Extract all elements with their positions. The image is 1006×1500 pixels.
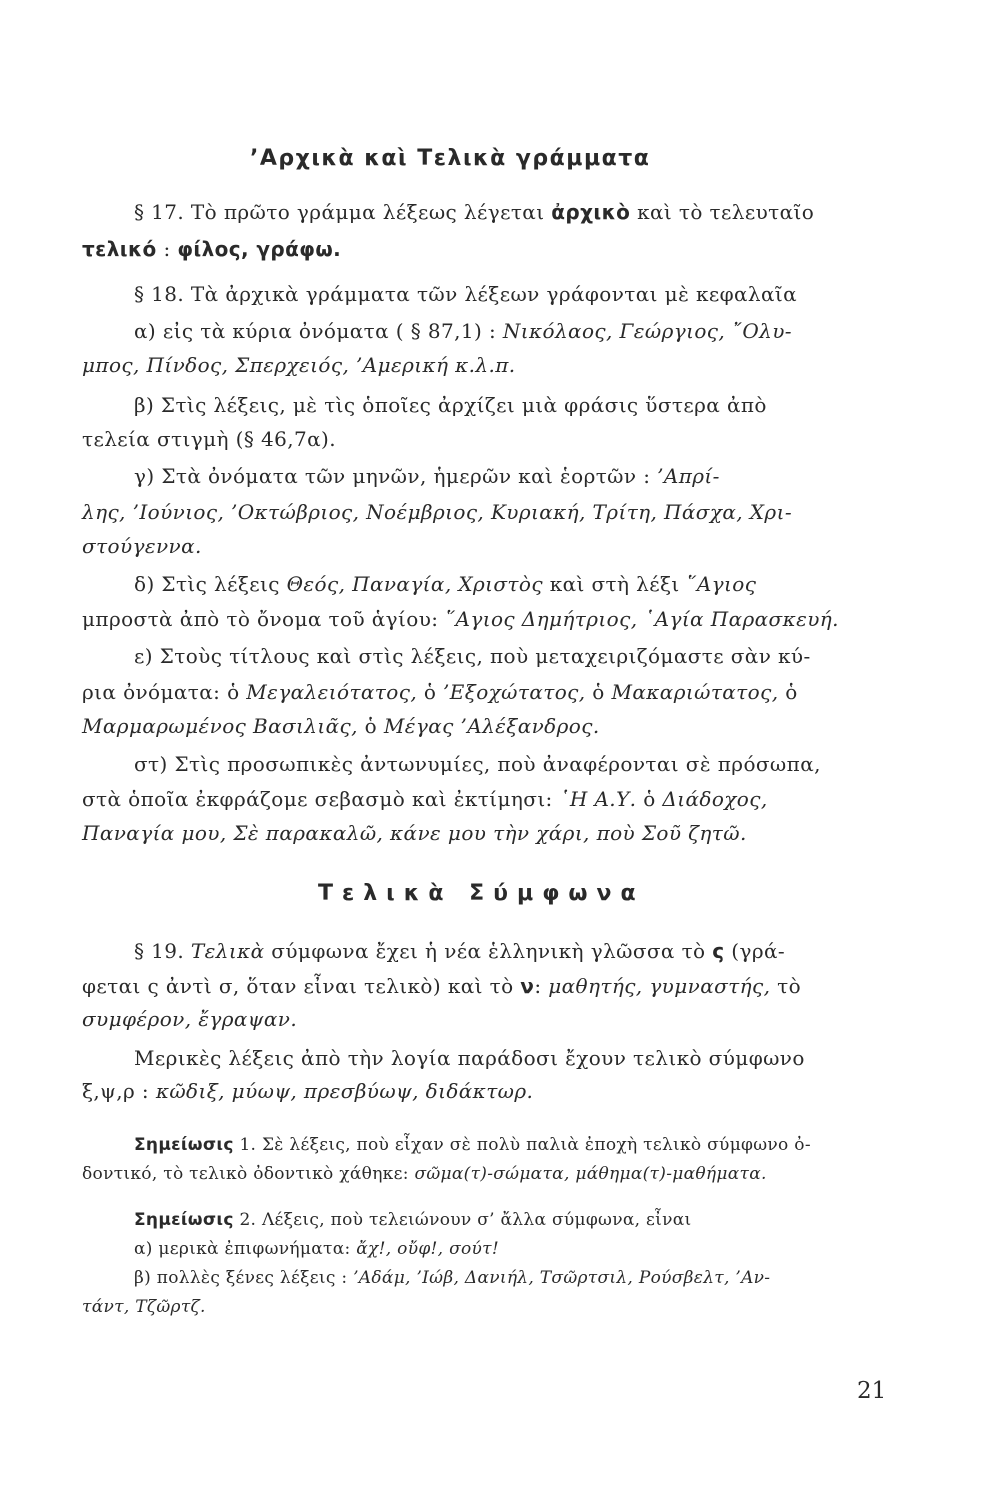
section-18-a-line-1 (134, 319, 792, 343)
examples: Νικόλαος, Γεώργιος, ῎Ολυ- (502, 319, 792, 343)
section-18-d-line-1 (134, 572, 756, 596)
text: καὶ τὸ τελευταῖο (630, 200, 815, 224)
examples: ’Απρί- (657, 464, 720, 488)
section-18-e-line-2 (82, 680, 798, 704)
section-18-f-line-2 (82, 787, 768, 811)
term-final: τελικό (82, 237, 157, 261)
text: μπροστὰ ἀπὸ τὸ ὄνομα τοῦ ἁγίου: (82, 607, 446, 631)
examples: κῶδιξ, μύωψ, πρεσβύωψ, διδάκτωρ. (155, 1079, 534, 1103)
section-19-line-3: συμφέρον, ἔγραψαν. (82, 1007, 298, 1031)
text: φεται ς ἀντὶ σ, ὅταν εἶναι τελικὸ) καὶ τὸ (82, 974, 521, 998)
text: α) εἰς τὰ κύρια ὀνόματα ( § 87,1) : (134, 319, 503, 343)
letter: ς (712, 939, 725, 963)
examples: Μέγας ’Αλέξανδρος. (383, 714, 600, 738)
heading-initial-final-letters: ’Αρχικὰ καὶ Τελικὰ γράμματα (250, 146, 651, 171)
note-label: Σημείωσις (134, 1135, 234, 1155)
text: ὁ (357, 714, 384, 738)
examples: μαθητής, γυμναστής, (548, 974, 771, 998)
text: ὁ (778, 680, 798, 704)
examples: ῞Αγιος (686, 572, 757, 596)
examples: ’Εξοχώτατος, (443, 680, 586, 704)
text: ξ,ψ,ρ : (82, 1079, 156, 1103)
text: δ) Στὶς λέξεις (134, 572, 287, 596)
text: τὸ (770, 974, 802, 998)
section-17-line-2 (82, 237, 341, 261)
section-18-e-line-1: ε) Στοὺς τίτλους καὶ στὶς λέξεις, ποὺ μεταχειριζόμαστε σὰν κύ- (134, 644, 811, 668)
page-number: 21 (857, 1378, 887, 1404)
section-18-b-line-1: β) Στὶς λέξεις, μὲ τὶς ὁποῖες ἀρχίζει μιὰ φράσις ὕστερα ἀπὸ (134, 393, 767, 417)
text: δοντικό, τὸ τελικὸ ὀδοντικὸ χάθηκε: (82, 1164, 415, 1184)
section-19-line-1 (134, 939, 785, 963)
note-1-line-1 (134, 1135, 811, 1155)
letter: ν (520, 974, 535, 998)
text: (γρά- (724, 939, 786, 963)
section-17-line-1 (134, 200, 814, 224)
text: ὁ (417, 680, 444, 704)
term-initial: ἀρχικὸ (551, 200, 631, 224)
text: : (156, 237, 178, 261)
section-18-c-line-3: στούγεννα. (82, 534, 202, 558)
text: στὰ ὁποῖα ἐκφράζομε σεβασμὸ καὶ ἐκτίμησι: (82, 787, 560, 811)
text: α) μερικὰ ἐπιφωνήματα: (134, 1239, 357, 1259)
term: Τελικὰ (190, 939, 265, 963)
examples: σῶμα(τ)-σώματα, μάθημα(τ)-μαθήματα. (414, 1164, 767, 1184)
examples: Μεγαλειότατος, (246, 680, 418, 704)
section-19-line-2 (82, 974, 801, 998)
examples: ῞Αγιος Δημήτριος, ῾Αγία Παρασκευή. (445, 607, 839, 631)
text: ὁ (636, 787, 663, 811)
text: § 19. (134, 939, 191, 963)
text: σύμφωνα ἔχει ἡ νέα ἑλληνικὴ γλῶσσα τὸ (264, 939, 713, 963)
note-2-b-line-2: τάντ, Τζῶρτζ. (82, 1297, 206, 1317)
examples: Μαρμαρωμένος Βασιλιᾶς, (82, 714, 358, 738)
section-18-f-line-1: στ) Στὶς προσωπικὲς ἀντωνυμίες, ποὺ ἀναφέρονται σὲ πρόσωπα, (134, 752, 821, 776)
examples: Διάδοχος, (662, 787, 768, 811)
note-2-a (134, 1239, 499, 1259)
text: ὁ (585, 680, 612, 704)
note-2-b-line-1 (134, 1268, 770, 1288)
section-18-line-1: § 18. Τὰ ἀρχικὰ γράμματα τῶν λέξεων γράφονται μὲ κεφαλαῖα (134, 282, 798, 306)
examples: ῾Η Α.Υ. (559, 787, 637, 811)
note-2-line-1 (134, 1210, 691, 1230)
text: § 17. Τὸ πρῶτο γράμμα λέξεως λέγεται (134, 200, 552, 224)
example-words: φίλος, γράφω. (177, 237, 342, 261)
note-1-line-2 (82, 1164, 767, 1184)
text: καὶ στὴ λέξι (542, 572, 687, 596)
section-18-a-line-2: μπος, Πίνδος, Σπερχειός, ’Αμερική κ.λ.π. (82, 353, 516, 377)
examples: Μακαριώτατος, (611, 680, 779, 704)
examples: Θεός, Παναγία, Χριστὸς (286, 572, 543, 596)
text: β) πολλὲς ξένες λέξεις : (134, 1268, 354, 1288)
section-18-b-line-2: τελεία στιγμὴ (§ 46,7α). (82, 427, 336, 451)
section-19-m-line-1: Μερικὲς λέξεις ἀπὸ τὴν λογία παράδοσι ἔχουν τελικὸ σύμφωνο (134, 1046, 805, 1070)
text: : (534, 974, 549, 998)
section-18-e-line-3 (82, 714, 600, 738)
section-18-d-line-2 (82, 607, 839, 631)
heading-final-consonants: Τελικὰ Σύμφωνα (318, 881, 645, 906)
note-label: Σημείωσις (134, 1210, 234, 1230)
text: 1. Σὲ λέξεις, ποὺ εἶχαν σὲ πολὺ παλιὰ ἐποχὴ τελικὸ σύμφωνο ὀ- (233, 1135, 811, 1155)
section-18-c-line-2: λης, ’Ιούνιος, ’Οκτώβριος, Νοέμβριος, Κυριακή, Τρίτη, Πάσχα, Χρι- (82, 500, 792, 524)
examples: ἄχ!, οὔφ!, σούτ! (356, 1239, 499, 1259)
text: 2. Λέξεις, ποὺ τελειώνουν σ’ ἄλλα σύμφωνα, εἶναι (233, 1210, 692, 1230)
section-19-m-line-2 (82, 1079, 533, 1103)
section-18-f-line-3: Παναγία μου, Σὲ παρακαλῶ, κάνε μου τὴν χάρι, ποὺ Σοῦ ζητῶ. (82, 821, 747, 845)
text: ρια ὀνόματα: ὁ (82, 680, 247, 704)
section-18-c-line-1 (134, 464, 720, 488)
text: γ) Στὰ ὀνόματα τῶν μηνῶν, ἡμερῶν καὶ ἑορτῶν : (134, 464, 658, 488)
examples: ’Αδάμ, ’Ιώβ, Δανιήλ, Τσῶρτσιλ, Ρούσβελτ, ’Αν- (353, 1268, 771, 1288)
